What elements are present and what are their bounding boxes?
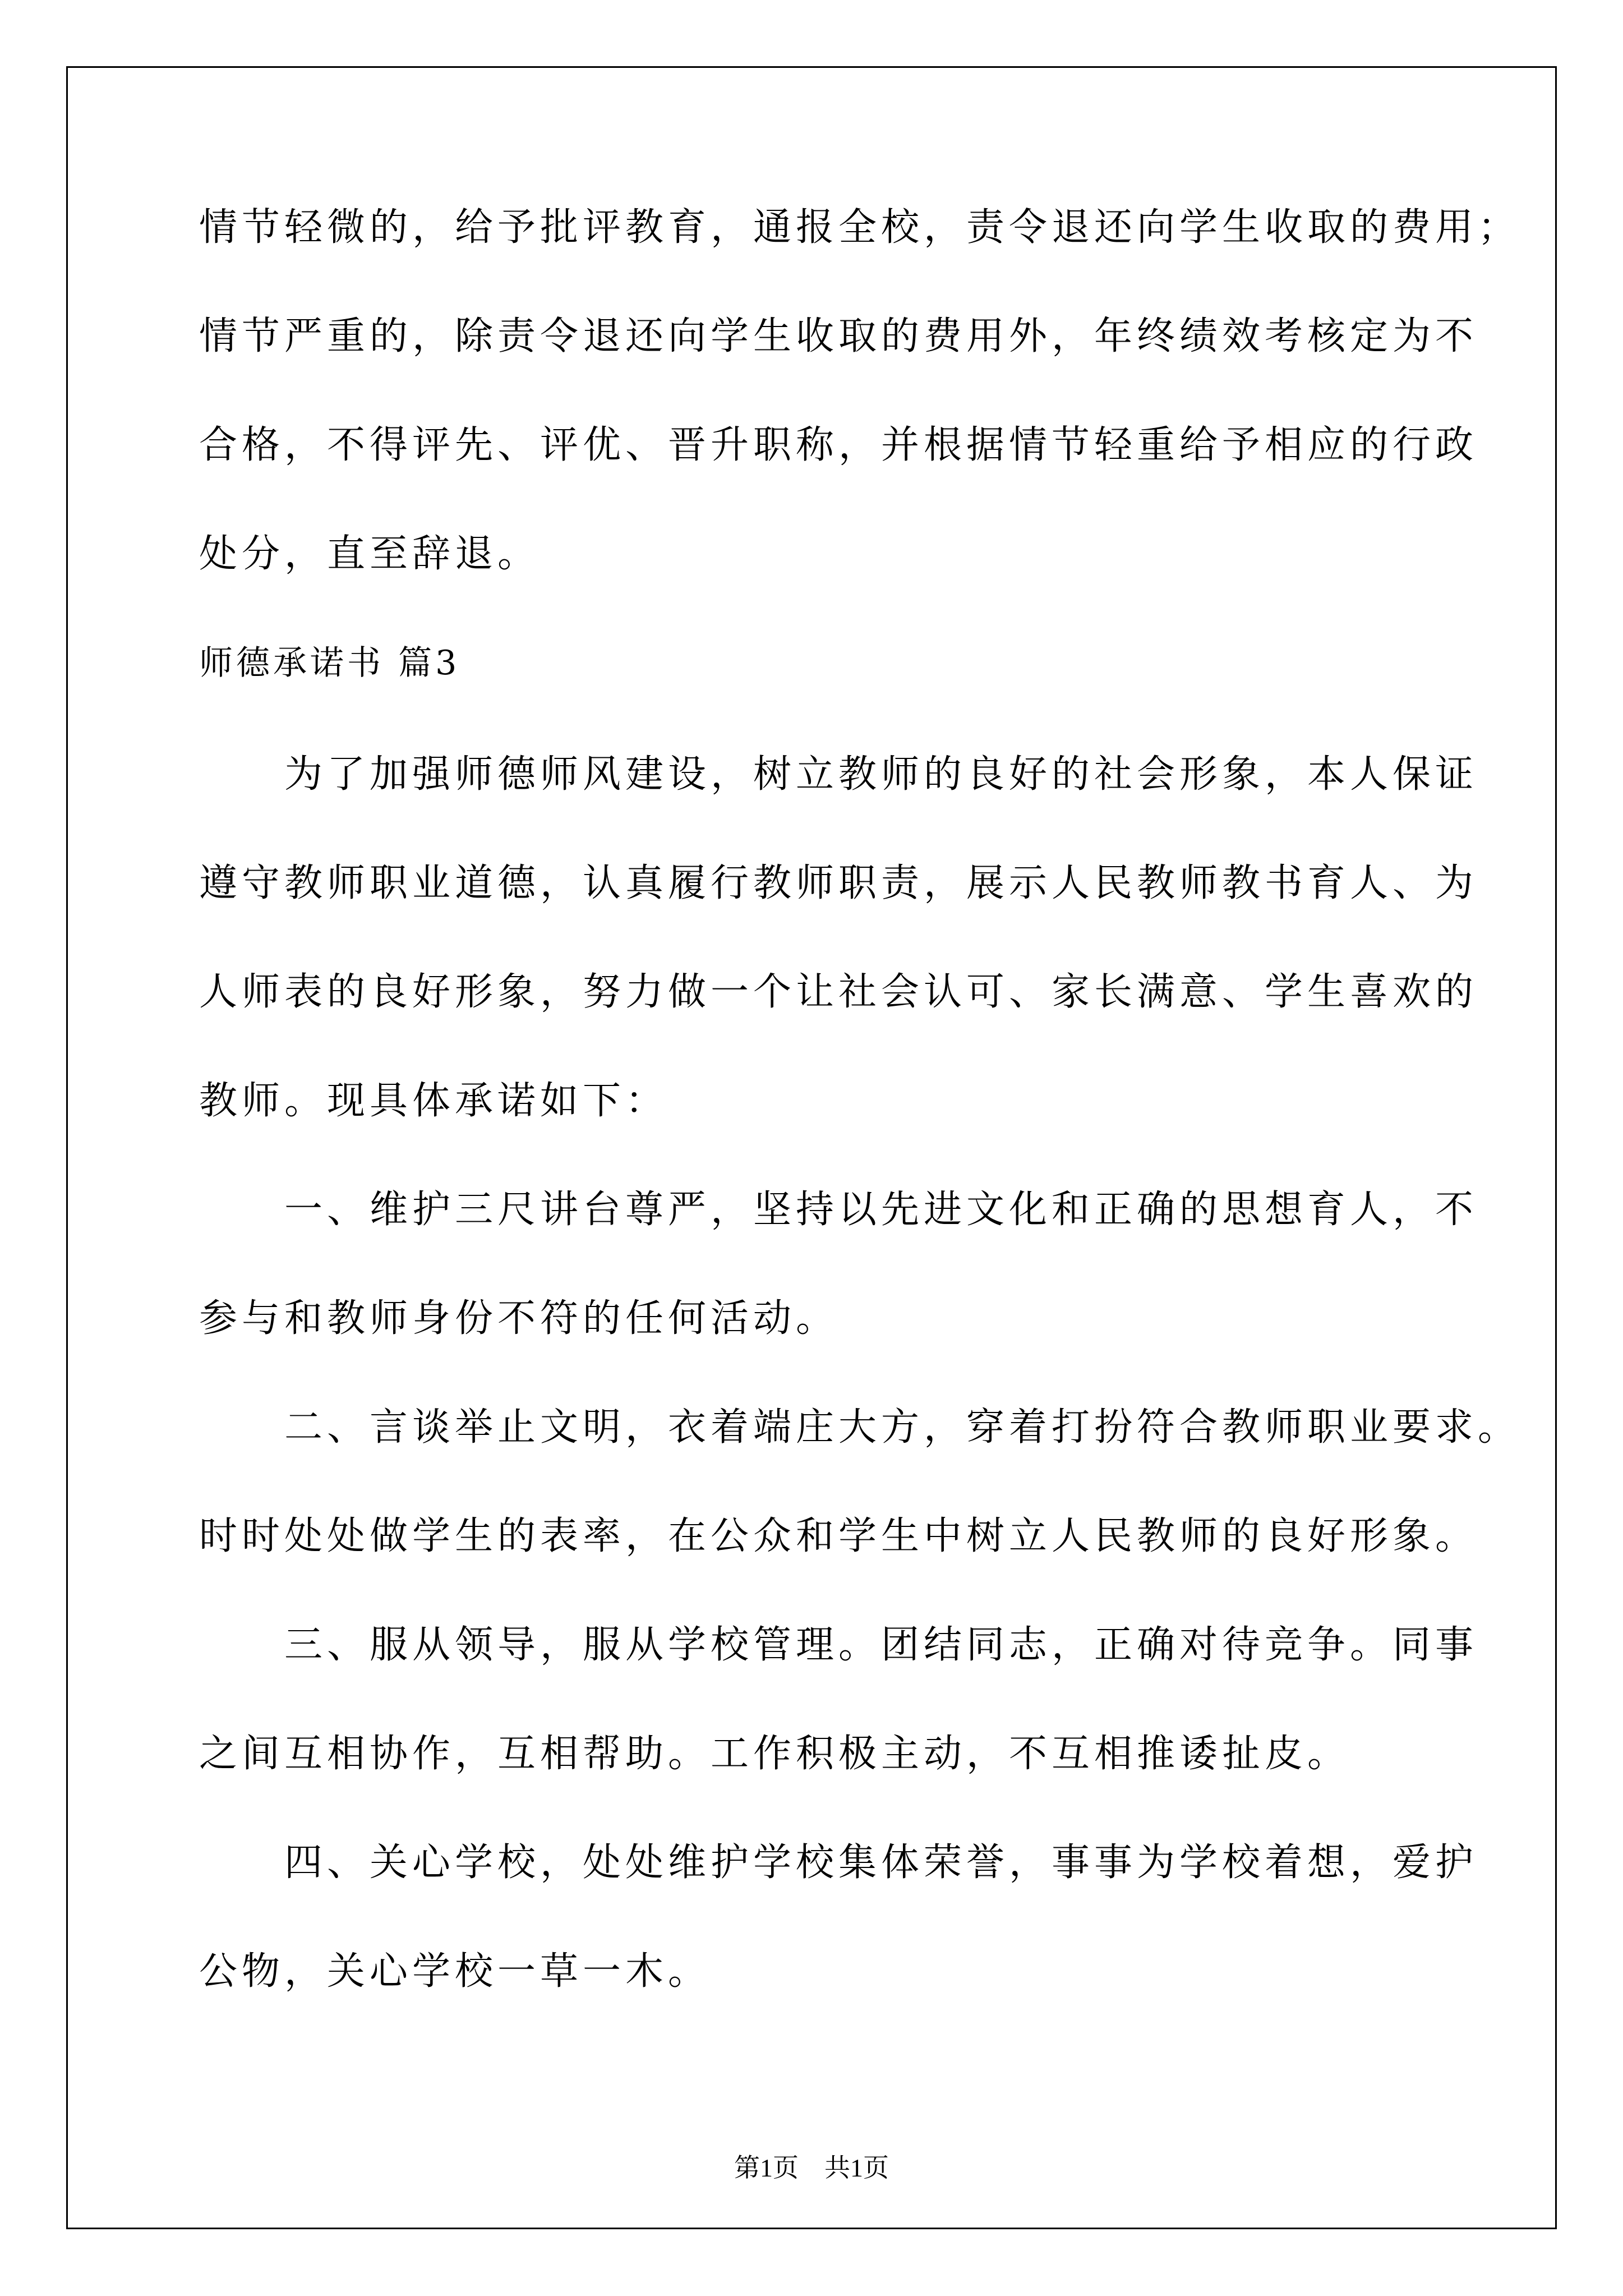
text-line: 情节严重的，除责令退还向学生收取的费用外，年终绩效考核定为不 (199, 314, 1478, 358)
text-line: 公物，关心学校一草一木。 (199, 1949, 711, 1994)
text-line: 人师表的良好形象，努力做一个让社会认可、家长满意、学生喜欢的 (199, 970, 1478, 1014)
text-line: 为了加强师德师风建设，树立教师的良好的社会形象，本人保证 (199, 752, 1478, 797)
text-line: 情节轻微的，给予批评教育，通报全校，责令退还向学生收取的费用； (199, 205, 1521, 250)
text-line: 参与和教师身份不符的任何活动。 (199, 1296, 839, 1341)
text-line: 四、关心学校，处处维护学校集体荣誉，事事为学校着想，爱护 (199, 1841, 1478, 1885)
text-line: 一、维护三尺讲台尊严，坚持以先进文化和正确的思想育人，不 (199, 1188, 1478, 1232)
text-line: 遵守教师职业道德，认真履行教师职责，展示人民教师教书育人、为 (199, 861, 1478, 905)
text-line: 时时处处做学生的表率，在公众和学生中树立人民教师的良好形象。 (199, 1514, 1478, 1558)
text-line: 之间互相协作，互相帮助。工作积极主动，不互相推诿扯皮。 (199, 1732, 1350, 1776)
page-number: 第1页 共1页 (734, 2154, 889, 2182)
page-border (66, 66, 1557, 2229)
text-line: 教师。现具体承诺如下： (199, 1079, 668, 1123)
text-line: 二、言谈举止文明，衣着端庄大方，穿着打扮符合教师职业要求。 (199, 1405, 1521, 1450)
text-line: 处分，直至辞退。 (199, 532, 541, 576)
section-heading: 师德承诺书 篇3 (199, 643, 460, 683)
text-line: 合格，不得评先、评优、晋升职称，并根据情节轻重给予相应的行政 (199, 423, 1478, 467)
text-line: 三、服从领导，服从学校管理。团结同志，正确对待竞争。同事 (199, 1623, 1478, 1667)
